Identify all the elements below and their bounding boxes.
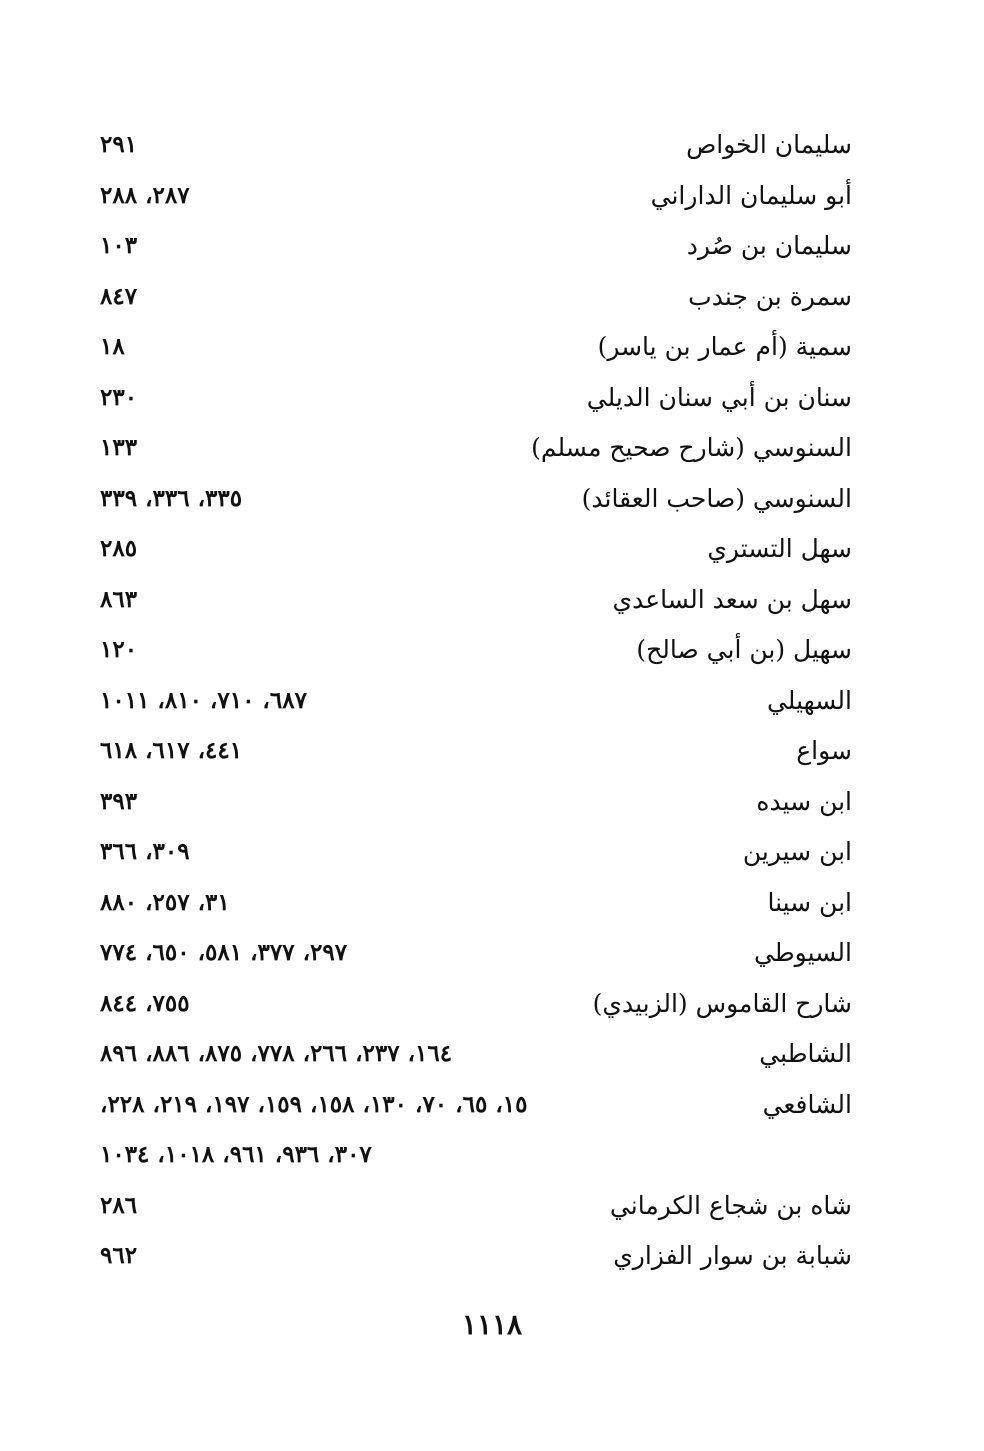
entry-pages: ٢٩١ xyxy=(100,131,138,158)
entry-pages: ١٢٠ xyxy=(100,636,138,663)
index-entry xyxy=(100,777,852,828)
index-entry xyxy=(100,1029,852,1080)
index-entry xyxy=(100,373,852,424)
entry-pages: ٨٤٧ xyxy=(100,282,138,310)
entry-name: سهل بن سعد الساعدي xyxy=(612,584,852,614)
entry-name: سليمان بن صُرد xyxy=(686,231,852,260)
index-entry xyxy=(100,878,852,929)
index-entry xyxy=(100,171,852,222)
entry-name: أبو سليمان الداراني xyxy=(650,180,852,210)
entry-pages: ٧٥٥، ٨٤٤ xyxy=(100,989,190,1017)
index-entry xyxy=(100,322,852,373)
entry-pages: ٢٣٠ xyxy=(100,383,138,411)
entry-pages: ٢٩٧، ٣٧٧، ٥٨١، ٦٥٠، ٧٧٤ xyxy=(100,939,348,966)
entry-pages: ٣٩٣ xyxy=(100,787,138,815)
entry-name: شاه بن شجاع الكرماني xyxy=(609,1190,852,1220)
index-entry xyxy=(100,474,852,525)
entry-name: السنوسي (صاحب العقائد) xyxy=(581,483,852,513)
entry-name: سهل التستري xyxy=(707,534,852,563)
entry-pages: ١٦٤، ٢٣٧، ٢٦٦، ٧٧٨، ٨٧٥، ٨٨٦، ٨٩٦ xyxy=(100,1040,453,1067)
entry-name: سنان بن أبي سنان الديلي xyxy=(586,382,852,412)
entry-name: الشافعي xyxy=(762,1089,852,1119)
entry-name: السنوسي (شارح صحيح مسلم) xyxy=(531,433,852,462)
entry-pages: ١٨ xyxy=(100,333,125,360)
index-entry-continuation xyxy=(100,1130,852,1181)
entry-name: الشاطبي xyxy=(759,1039,852,1068)
index-entry xyxy=(100,120,852,171)
entry-name: ابن سيرين xyxy=(742,837,852,866)
entry-name: السهيلي xyxy=(766,685,852,715)
entry-name: ابن سيده xyxy=(756,786,852,816)
index-entry xyxy=(100,625,852,676)
entry-pages: ٨٦٣ xyxy=(100,585,138,613)
entry-name: شبابة بن سوار الفزاري xyxy=(613,1241,852,1270)
entry-name: سليمان الخواص xyxy=(686,130,852,159)
entry-name: سهيل (بن أبي صالح) xyxy=(636,635,852,664)
entry-pages: ٣١، ٢٥٧، ٨٨٠ xyxy=(100,888,230,916)
entry-name: السيوطي xyxy=(753,938,852,967)
index-entry xyxy=(100,979,852,1030)
index-entry xyxy=(100,676,852,727)
entry-name: سمرة بن جندب xyxy=(688,281,852,311)
entry-pages: ٢٨٦ xyxy=(100,1191,138,1219)
entry-pages: ٣٣٥، ٣٣٦، ٣٣٩ xyxy=(100,484,243,512)
entry-name: سواع xyxy=(796,736,852,765)
index-entry xyxy=(100,928,852,979)
entry-pages: ٢٨٥ xyxy=(100,535,138,562)
index-entry xyxy=(100,827,852,878)
index-entry xyxy=(100,1181,852,1232)
index-entry xyxy=(100,726,852,777)
entry-pages: ٣٠٩، ٣٦٦ xyxy=(100,838,190,865)
entry-pages: ٦٨٧، ٧١٠، ٨١٠، ١٠١١ xyxy=(100,686,307,714)
name-index-list xyxy=(100,120,852,1282)
index-entry xyxy=(100,1231,852,1282)
entry-name: شارح القاموس (الزبيدي) xyxy=(592,988,852,1018)
entry-pages: ٤٤١، ٦١٧، ٦١٨ xyxy=(100,737,243,764)
entry-name: سمية (أم عمار بن ياسر) xyxy=(597,332,852,361)
entry-name: ابن سينا xyxy=(767,887,852,917)
index-entry xyxy=(100,575,852,626)
index-entry xyxy=(100,272,852,323)
page-number: ١١١٨ xyxy=(461,1308,523,1341)
index-entry xyxy=(100,423,852,474)
entry-pages: ٩٦٢ xyxy=(100,1242,138,1269)
entry-pages: ١٠٣ xyxy=(100,232,138,259)
index-entry xyxy=(100,221,852,272)
entry-pages: ١٣٣ xyxy=(100,434,138,461)
entry-pages: ٣٠٧، ٩٣٦، ٩٦١، ١٠١٨، ١٠٣٤ xyxy=(100,1141,372,1168)
index-entry xyxy=(100,524,852,575)
index-entry xyxy=(100,1080,852,1131)
entry-pages: ١٥، ٦٥، ٧٠، ١٣٠، ١٥٨، ١٥٩، ١٩٧، ٢١٩، ٢٢٨، xyxy=(100,1090,528,1118)
entry-pages: ٢٨٧، ٢٨٨ xyxy=(100,181,190,209)
